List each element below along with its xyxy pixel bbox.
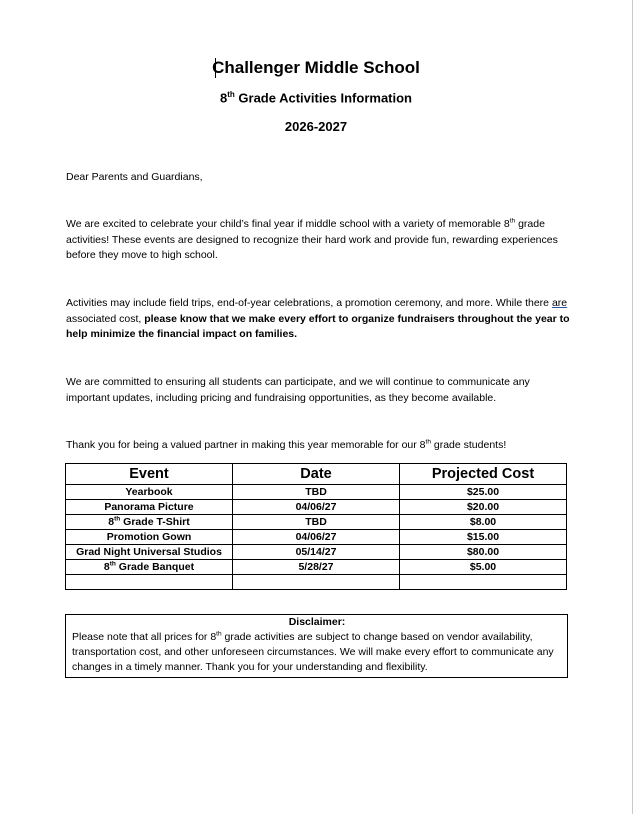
cost-cell (400, 575, 567, 590)
date-cell: 04/06/27 (233, 530, 400, 545)
disclaimer-heading: Disclaimer: (288, 616, 346, 628)
letter-paragraph-thanks (66, 438, 571, 454)
event-cell (66, 530, 233, 545)
cost-cell: $5.00 (400, 560, 567, 575)
event-name: Promotion Gown (106, 531, 192, 543)
activities-cost-table (65, 463, 567, 590)
p2-underlined-word: are (551, 297, 568, 309)
p1-superscript: th (509, 217, 516, 225)
letter-paragraph-intro (66, 217, 571, 264)
subtitle-grade-number: 8 (219, 90, 228, 106)
date-cell (233, 575, 400, 590)
disclaimer-text-b: grade activities are subject to change based on vendor availability, transportation cost, and other unforeseen circumstances. We will make every effort to communicate any changes in a timely manner. Thank you for your understanding and flexibility. (72, 631, 554, 673)
cost-cell: $80.00 (400, 545, 567, 560)
date-cell: TBD (233, 515, 400, 530)
event-cell (66, 515, 233, 530)
table-row (66, 500, 567, 515)
event-name: Panorama Picture (104, 501, 194, 513)
header-projected-cost: Projected Cost (400, 464, 567, 485)
event-name: 8 (108, 516, 115, 528)
p4-text-b: grade students! (430, 439, 507, 451)
page-edge-divider (632, 0, 633, 814)
p4-superscript: th (425, 438, 431, 446)
cost-cell: $20.00 (400, 500, 567, 515)
table-row (66, 515, 567, 530)
subtitle-superscript: th (227, 90, 235, 99)
disclaimer-box (65, 614, 568, 678)
table-row (66, 530, 567, 545)
p2-text-a: Activities may include field trips, end-of-year celebrations, a promotion ceremony, and more. While there (66, 297, 552, 309)
p1-text-a: We are excited to celebrate your child’s final year if middle school with a variety of memorable 8 (66, 218, 510, 230)
header-date: Date (233, 464, 400, 485)
p2-text-b: associated cost, (66, 312, 145, 325)
cost-cell: $25.00 (400, 485, 567, 500)
event-name-suffix: Grade T-Shirt (120, 516, 190, 528)
letter-paragraph-costs (66, 296, 571, 343)
disclaimer-superscript: th (216, 630, 222, 638)
subtitle-text: Grade Activities Information (234, 90, 413, 106)
school-year: 2026-2027 (284, 119, 348, 134)
event-cell (66, 545, 233, 560)
event-name: Yearbook (125, 486, 173, 498)
table-row (66, 485, 567, 500)
event-name-suffix: Grade Banquet (115, 561, 195, 573)
event-cell (66, 575, 233, 590)
date-cell: TBD (233, 485, 400, 500)
letter-salutation: Dear Parents and Guardians, (66, 171, 203, 183)
letter-paragraph-commitment: We are committed to ensuring all students can participate, and we will continue to communicate any important updates, including pricing and fundraising opportunities, as they become available. (66, 376, 530, 404)
p4-text-a: Thank you for being a valued partner in making this year memorable for our 8 (66, 439, 426, 451)
cost-cell: $15.00 (400, 530, 567, 545)
cost-cell: $8.00 (400, 515, 567, 530)
event-superscript: th (109, 560, 116, 568)
disclaimer-text-a: Please note that all prices for 8 (72, 631, 217, 643)
event-name: Grad Night Universal Studios (76, 546, 222, 558)
school-name-title: Challenger Middle School (212, 58, 420, 77)
table-row-empty (66, 575, 567, 590)
p2-bold-text: please know that we make every effort to organize fundraisers throughout the year to help minimize the financial impact on families. (66, 312, 570, 340)
date-cell: 05/14/27 (233, 545, 400, 560)
header-event: Event (66, 464, 233, 485)
event-superscript: th (114, 515, 121, 523)
table-row (66, 560, 567, 575)
table-row (66, 545, 567, 560)
event-cell (66, 560, 233, 575)
disclaimer-text (72, 630, 562, 675)
event-cell (66, 485, 233, 500)
activities-subtitle (0, 90, 632, 105)
p1-text-b: grade activities! These events are designed to recognize their hard work and provide fun, rewarding experiences before they move to high school. (66, 218, 558, 261)
table-header-row (66, 464, 567, 485)
event-cell (66, 500, 233, 515)
date-cell: 5/28/27 (233, 560, 400, 575)
event-name: 8 (103, 561, 110, 573)
date-cell: 04/06/27 (233, 500, 400, 515)
